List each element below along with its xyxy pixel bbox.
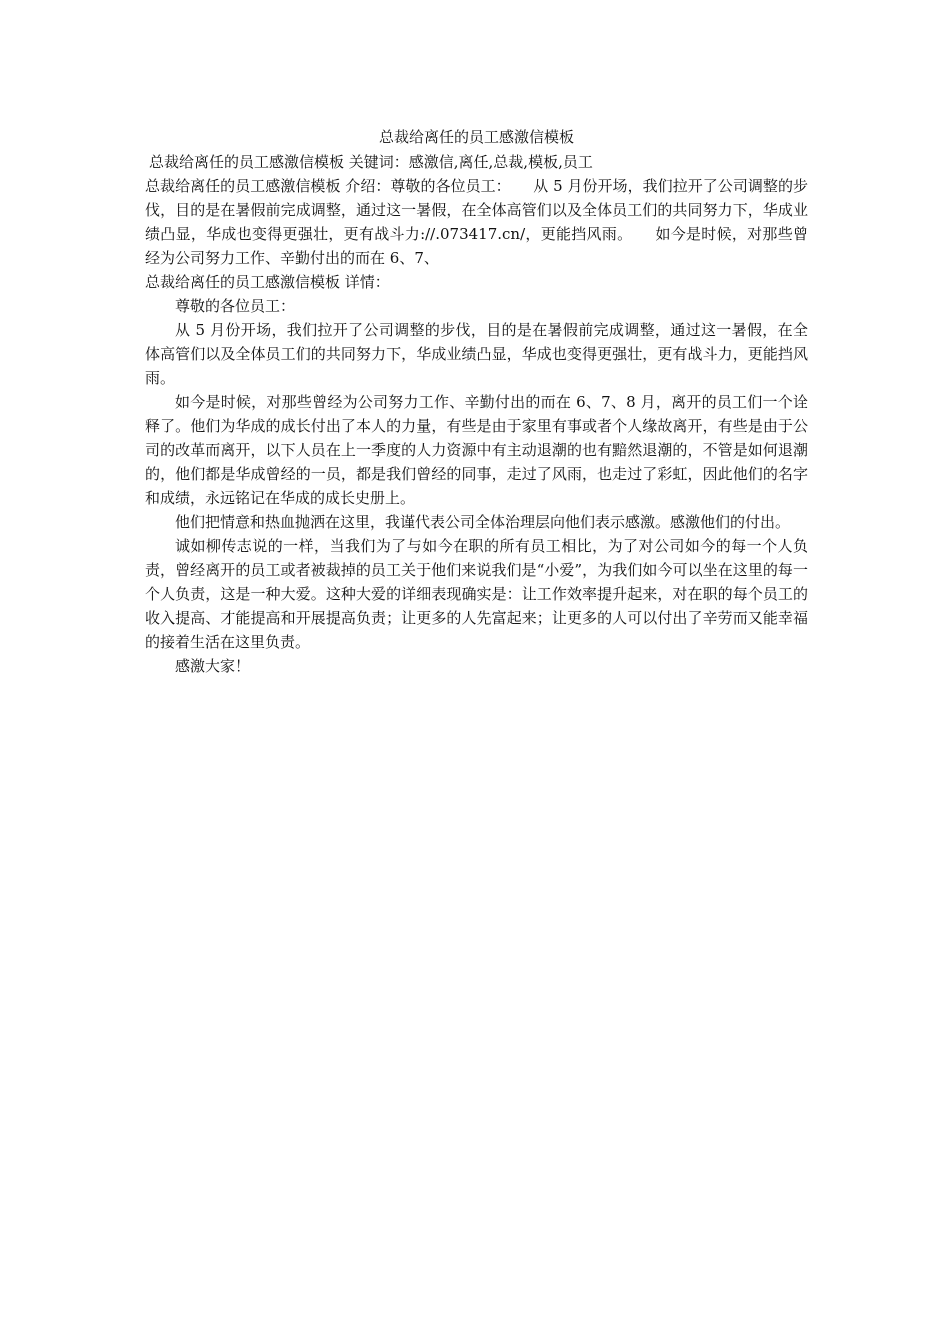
document-page (145, 125, 808, 678)
body-paragraph-3: 他们把情意和热血抛洒在这里，我谨代表公司全体治理层向他们表示感激。感激他们的付出。 (175, 513, 791, 531)
document-title: 总裁给离任的员工感激信模板 (378, 128, 574, 146)
keywords-line: 总裁给离任的员工感激信模板 关键词：感激信,离任,总裁,模板,员工 (149, 153, 593, 171)
closing-line: 感激大家！ (175, 657, 251, 675)
body-paragraph-4: 诚如柳传志说的一样，当我们为了与如今在职的所有员工相比，为了对公司如今的每一个人负责，曾经离开的员工或者被裁掉的员工关于他们来说我们是“小爱”，为我们如今可以坐在这里的每一个人负责，这是一种大爱。这种大爱的详细表现确实是：让工作效率提升起来，对在职的每个员工的收入提高、才能提高和开展提高负责；让更多的人先富起来；让更多的人可以付出了辛劳而又能幸福的接着生活在这里负责。 (145, 537, 808, 651)
salutation: 尊敬的各位员工： (175, 297, 296, 315)
details-label: 总裁给离任的员工感激信模板 详情： (145, 273, 390, 291)
intro-line: 总裁给离任的员工感激信模板 介绍：尊敬的各位员工： 从 5 月份开场，我们拉开了公司调整的步伐，目的是在暑假前完成调整，通过这一暑假，在全体高管们以及全体员工们的共同努力下，华成业绩凸显，华成也变得更强壮，更有战斗力://.073417.cn/，更能挡风雨。 如今是时候，对那些曾经为公司努力工作、辛勤付出的而在 6、7、 (145, 177, 808, 267)
body-paragraph-1: 从 5 月份开场，我们拉开了公司调整的步伐，目的是在暑假前完成调整，通过这一暑假，在全体高管们以及全体员工们的共同努力下，华成业绩凸显，华成也变得更强壮，更有战斗力，更能挡风雨。 (145, 321, 808, 387)
body-paragraph-2: 如今是时候，对那些曾经为公司努力工作、辛勤付出的而在 6、7、8 月，离开的员工们一个诠释了。他们为华成的成长付出了本人的力量，有些是由于家里有事或者个人缘故离开，有些是由于公司的改革而离开，以下人员在上一季度的人力资源中有主动退潮的也有黯然退潮的，不管是如何退潮的，他们都是华成曾经的一员，都是我们曾经的同事，走过了风雨，也走过了彩虹，因此他们的名字和成绩，永远铭记在华成的成长史册上。 (145, 393, 808, 507)
